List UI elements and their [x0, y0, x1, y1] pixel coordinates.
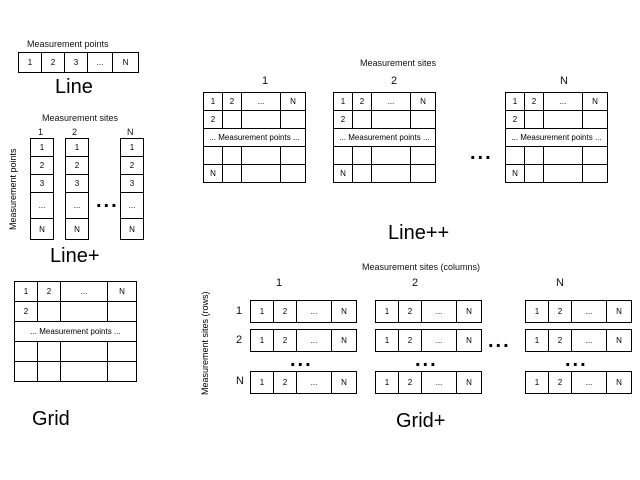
cell: N — [411, 93, 436, 111]
line-plus-site-1: 1 — [38, 127, 44, 137]
grid-plus-strip-rnc1 — [250, 371, 357, 394]
cell — [61, 342, 108, 362]
grid-plus-axis-label: Measurement sites (rows) — [200, 291, 210, 395]
line-plus-site-2: 2 — [72, 127, 78, 137]
line-pp-inner-label-1: ... Measurement points ... — [204, 129, 306, 147]
cell — [204, 147, 223, 165]
line-pp-title: Line++ — [388, 222, 450, 244]
cell: 2 — [525, 93, 544, 111]
cell — [372, 147, 411, 165]
cell — [583, 165, 608, 183]
cell: N — [121, 219, 144, 240]
cell: 2 — [334, 111, 353, 129]
cell: ... — [422, 301, 457, 323]
cell: 1 — [251, 372, 274, 394]
grid-plus-strip-r1cn — [525, 300, 632, 323]
cell: ... — [297, 372, 332, 394]
cell — [544, 147, 583, 165]
cell: 3 — [66, 175, 89, 193]
cell — [242, 165, 281, 183]
grid-plus-row-2: 2 — [236, 334, 243, 346]
cell: ... — [297, 301, 332, 323]
cell: ... — [66, 193, 89, 219]
cell: 1 — [376, 301, 399, 323]
cell: 2 — [31, 157, 54, 175]
line-pp-block-2 — [333, 92, 436, 183]
cell: ... — [242, 93, 281, 111]
line-plus-horizontal-dots: ... — [96, 190, 119, 212]
grid-plus-col-1: 1 — [276, 277, 283, 289]
cell: 2 — [399, 372, 422, 394]
line-plus-title: Line+ — [50, 245, 100, 267]
cell: 2 — [274, 330, 297, 352]
cell — [353, 147, 372, 165]
cell: N — [281, 93, 306, 111]
line-pp-block-n — [505, 92, 608, 183]
cell: N — [332, 330, 357, 352]
grid-plus-col-2: 2 — [412, 277, 419, 289]
cell — [223, 111, 242, 129]
grid-title: Grid — [32, 408, 70, 430]
line-cell-3: 3 — [65, 53, 88, 73]
cell: N — [334, 165, 353, 183]
cell: 1 — [376, 330, 399, 352]
cell — [411, 111, 436, 129]
cell — [38, 302, 61, 322]
cell: 3 — [31, 175, 54, 193]
cell — [544, 111, 583, 129]
cell — [108, 342, 137, 362]
line-pp-site-1: 1 — [262, 75, 269, 87]
cell: N — [457, 330, 482, 352]
cell: 2 — [549, 301, 572, 323]
cell — [372, 111, 411, 129]
cell: 1 — [31, 139, 54, 157]
cell: 2 — [204, 111, 223, 129]
cell: ... — [544, 93, 583, 111]
cell — [15, 342, 38, 362]
cell: 2 — [399, 330, 422, 352]
cell: 1 — [376, 372, 399, 394]
cell — [108, 362, 137, 382]
cell: N — [31, 219, 54, 240]
cell: ... — [572, 301, 607, 323]
cell: ... — [422, 372, 457, 394]
cell — [411, 147, 436, 165]
line-cell-2: 2 — [42, 53, 65, 73]
line-plus-column-n — [120, 138, 144, 240]
cell — [353, 111, 372, 129]
cell: 2 — [549, 372, 572, 394]
cell: ... — [372, 93, 411, 111]
line-plus-site-n: N — [127, 127, 134, 137]
grid-plus-row-n: N — [236, 375, 244, 387]
cell — [15, 362, 38, 382]
cell: N — [332, 372, 357, 394]
cell — [372, 165, 411, 183]
line-plus-caption: Measurement sites — [42, 113, 119, 123]
line-plus-column-1 — [30, 138, 54, 240]
cell: N — [457, 372, 482, 394]
grid-plus-col-n: N — [556, 277, 564, 289]
cell: 2 — [549, 330, 572, 352]
cell: 1 — [15, 282, 38, 302]
cell: 2 — [274, 372, 297, 394]
cell: N — [506, 165, 525, 183]
cell: ... — [61, 282, 108, 302]
cell: N — [583, 93, 608, 111]
cell — [353, 165, 372, 183]
line-pp-block-1 — [203, 92, 306, 183]
cell — [38, 362, 61, 382]
line-pp-site-2: 2 — [391, 75, 398, 87]
cell: 2 — [66, 157, 89, 175]
cell: 1 — [506, 93, 525, 111]
cell: ... — [297, 330, 332, 352]
line-plus-axis-label: Measurement points — [8, 148, 18, 230]
grid-inner-label: ... Measurement points ... — [15, 322, 137, 342]
grid-plus-vdots-c2: ... — [415, 349, 438, 371]
cell: N — [108, 282, 137, 302]
line-pp-site-n: N — [560, 75, 568, 87]
cell — [506, 147, 525, 165]
line-cell-ellipsis: ... — [88, 53, 113, 73]
cell: 1 — [526, 372, 549, 394]
cell: 1 — [121, 139, 144, 157]
grid-plus-strip-rnc2 — [375, 371, 482, 394]
cell — [583, 147, 608, 165]
cell: N — [332, 301, 357, 323]
cell: 1 — [251, 330, 274, 352]
cell — [525, 111, 544, 129]
cell — [544, 165, 583, 183]
cell: 2 — [121, 157, 144, 175]
cell — [525, 165, 544, 183]
cell — [525, 147, 544, 165]
cell: N — [66, 219, 89, 240]
line-plus-column-2 — [65, 138, 89, 240]
cell: N — [607, 330, 632, 352]
cell — [583, 111, 608, 129]
line-cell-row — [18, 52, 139, 73]
grid-table — [14, 281, 137, 382]
line-cell-n: N — [113, 53, 139, 73]
cell: 1 — [251, 301, 274, 323]
cell — [61, 362, 108, 382]
line-caption: Measurement points — [27, 39, 109, 49]
cell: N — [607, 372, 632, 394]
cell: N — [204, 165, 223, 183]
cell: 1 — [204, 93, 223, 111]
cell: 2 — [506, 111, 525, 129]
cell — [223, 147, 242, 165]
cell: N — [457, 301, 482, 323]
line-pp-inner-label-n: ... Measurement points ... — [506, 129, 608, 147]
line-pp-horizontal-dots: ... — [470, 142, 493, 164]
cell — [223, 165, 242, 183]
cell — [61, 302, 108, 322]
cell: 2 — [15, 302, 38, 322]
cell — [281, 111, 306, 129]
grid-plus-vdots-c1: ... — [290, 349, 313, 371]
grid-plus-vdots-cn: ... — [565, 349, 588, 371]
cell — [38, 342, 61, 362]
cell — [242, 147, 281, 165]
cell: 2 — [38, 282, 61, 302]
line-cell-1: 1 — [19, 53, 42, 73]
cell — [334, 147, 353, 165]
cell: ... — [572, 372, 607, 394]
grid-plus-strip-r1c2 — [375, 300, 482, 323]
cell: 1 — [526, 330, 549, 352]
cell — [242, 111, 281, 129]
cell — [411, 165, 436, 183]
cell — [108, 302, 137, 322]
grid-plus-strip-r1c1 — [250, 300, 357, 323]
line-title: Line — [55, 76, 93, 98]
grid-plus-hdots: ... — [488, 330, 511, 352]
grid-plus-caption: Measurement sites (columns) — [362, 262, 481, 272]
line-pp-caption: Measurement sites — [360, 58, 437, 68]
line-pp-inner-label-2: ... Measurement points ... — [334, 129, 436, 147]
grid-plus-title: Grid+ — [396, 410, 446, 432]
cell: N — [607, 301, 632, 323]
cell: 2 — [274, 301, 297, 323]
grid-plus-row-1: 1 — [236, 305, 243, 317]
cell: ... — [422, 330, 457, 352]
cell: ... — [31, 193, 54, 219]
cell: 2 — [353, 93, 372, 111]
cell: ... — [121, 193, 144, 219]
grid-plus-strip-rncn — [525, 371, 632, 394]
cell: 1 — [334, 93, 353, 111]
cell: 2 — [223, 93, 242, 111]
cell: 1 — [526, 301, 549, 323]
cell — [281, 147, 306, 165]
cell: 3 — [121, 175, 144, 193]
cell: 2 — [399, 301, 422, 323]
cell: 1 — [66, 139, 89, 157]
cell — [281, 165, 306, 183]
cell: ... — [572, 330, 607, 352]
